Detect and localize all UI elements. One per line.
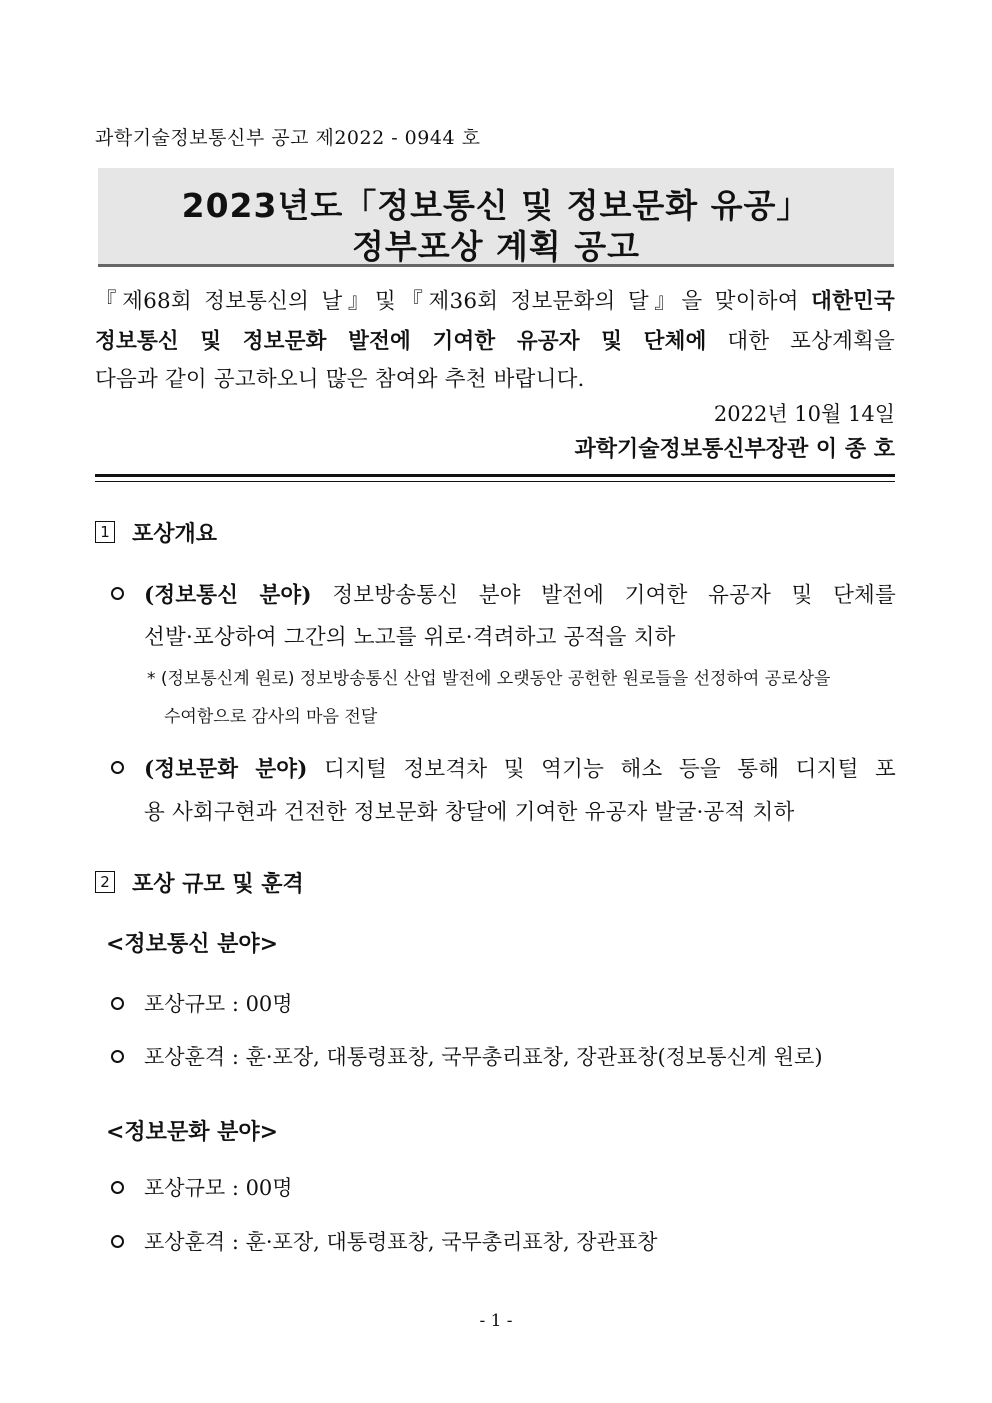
divider-thick (95, 474, 895, 477)
culture-award-size: 포상규모 : 00명 (144, 1176, 293, 1200)
item-ict-line-1 (144, 578, 896, 609)
culture-award-grade: 포상훈격 : 훈·포장, 대통령표창, 국무총리표창, 장관표창 (144, 1230, 658, 1254)
intro-text: 대한 포상계획을 (706, 329, 895, 354)
item-culture-line-2: 용 사회구현과 건전한 정보문화 창달에 기여한 유공자 발굴·공적 치하 (144, 800, 795, 825)
notice-number: 과학기술정보통신부 공고 제2022 - 0944 호 (95, 127, 481, 149)
bullet-icon (111, 1235, 124, 1248)
minister-signature: 과학기술정보통신부장관 이 종 호 (574, 436, 895, 462)
bullet-icon (111, 1181, 124, 1194)
note-line-1: * (정보통신계 원로) 정보방송통신 산업 발전에 오랫동안 공헌한 원로들을 선정하여 공로상을 (147, 669, 831, 689)
section-1-number: 1 (95, 521, 115, 543)
item-ict-text: 정보방송통신 분야 발전에 기여한 유공자 및 단체를 (311, 583, 896, 608)
item-culture-line-1 (144, 752, 896, 783)
title-line-2: 정부포상 계획 공고 (351, 227, 640, 266)
title-box (98, 168, 894, 267)
bullet-icon (111, 761, 124, 774)
ict-heading: <정보통신 분야> (106, 931, 279, 957)
intro-line-1 (95, 284, 895, 315)
bullet-icon (111, 997, 124, 1010)
intro-line-2 (95, 324, 895, 355)
item-ict-line-2: 선발·포상하여 그간의 노고를 위로·격려하고 공적을 치하 (144, 625, 676, 650)
section-2-number: 2 (95, 871, 115, 893)
section-2-title: 포상 규모 및 훈격 (132, 871, 304, 897)
section-1-title: 포상개요 (132, 521, 218, 547)
item-culture-text: 디지털 정보격차 및 역기능 해소 등을 통해 디지털 포 (307, 757, 896, 782)
culture-heading: <정보문화 분야> (106, 1119, 279, 1145)
divider-thin (95, 481, 895, 482)
notice-date: 2022년 10월 14일 (713, 402, 895, 426)
bullet-icon (111, 587, 124, 600)
ict-award-size: 포상규모 : 00명 (144, 992, 293, 1016)
page-number: - 1 - (479, 1311, 513, 1331)
item-ict-head: (정보통신 분야) (144, 583, 312, 608)
intro-emphasis: 대한민국 (811, 289, 895, 314)
ict-award-grade: 포상훈격 : 훈·포장, 대통령표창, 국무총리표창, 장관표창(정보통신계 원로) (144, 1045, 823, 1069)
bullet-icon (111, 1050, 124, 1063)
item-culture-head: (정보문화 분야) (144, 757, 308, 782)
intro-text: 『제68회 정보통신의 날』및『제36회 정보문화의 달』을 맞이하여 (95, 289, 812, 314)
note-line-2: 수여함으로 감사의 마음 전달 (164, 707, 378, 727)
title-line-1: 2023년도「정보통신 및 정보문화 유공」 (181, 186, 811, 225)
intro-line-3: 다음과 같이 공고하오니 많은 참여와 추천 바랍니다. (95, 367, 585, 392)
intro-emphasis: 정보통신 및 정보문화 발전에 기여한 유공자 및 단체에 (95, 329, 707, 354)
